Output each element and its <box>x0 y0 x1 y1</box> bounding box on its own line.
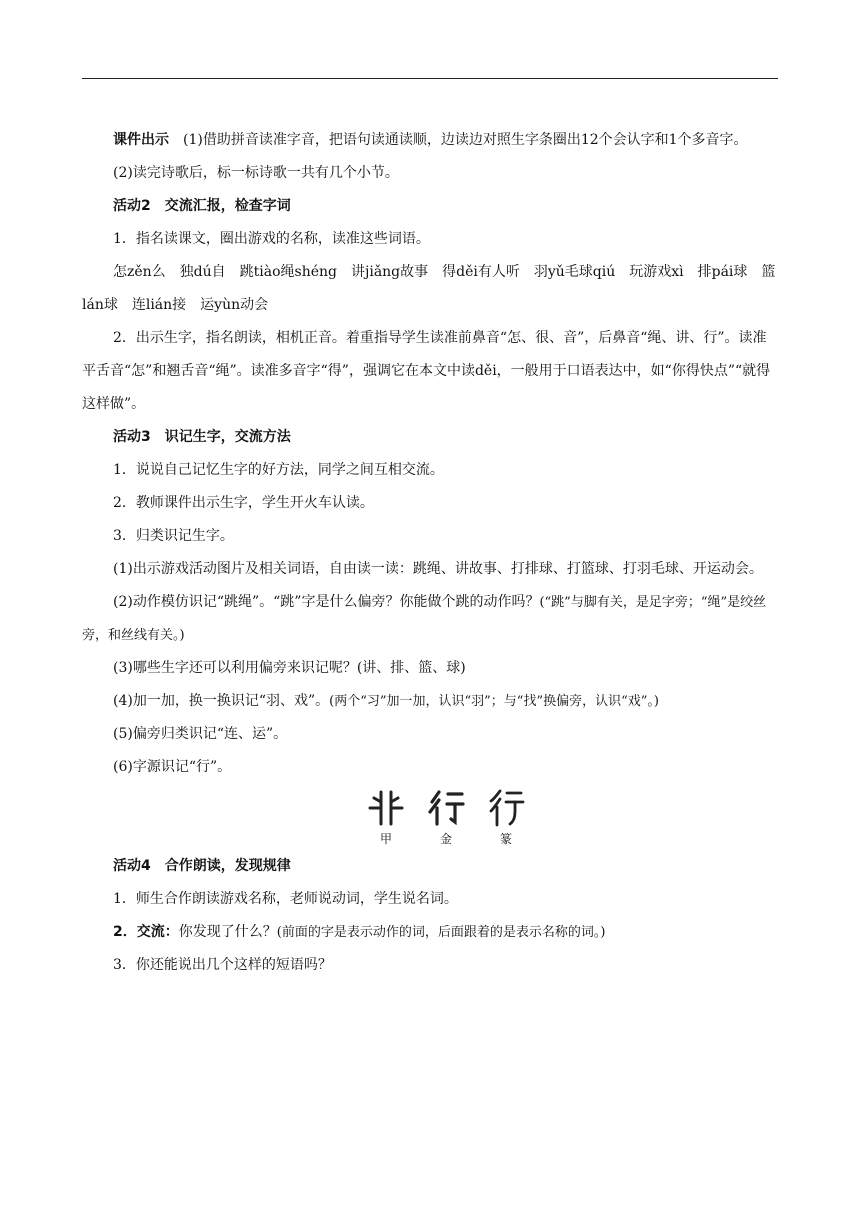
activity3-sub5: (5)偏旁归类识记“连、运”。 <box>113 726 288 742</box>
heading-activity-3: 活动3 识记生字，交流方法 <box>113 429 291 445</box>
document-body <box>82 124 778 982</box>
bronze-xing-icon <box>426 788 466 828</box>
activity3-sub3: (3)哪些生字还可以利用偏旁来识记呢？(讲、排、篮、球) <box>113 660 466 676</box>
oracle-bone-glyph <box>356 788 416 846</box>
activity2-word-list: 怎zěn么 独dú自 跳tiào绳shéng 讲jiǎng故事 得děi有人听 羽yǔ毛球qiú 玩游戏xì 排pái球 篮lán球 连lián接 运yùn动会 <box>82 264 776 313</box>
activity3-sub1: (1)出示游戏活动图片及相关词语，自由读一读：跳绳、讲故事、打排球、打篮球、打羽毛球、开运动会。 <box>113 561 763 577</box>
oracle-bone-label: 甲 <box>379 832 392 846</box>
activity4-step2 <box>82 916 778 949</box>
activity4-step2-note: (前面的字是表示动作的词，后面跟着的是表示名称的词。) <box>276 925 606 940</box>
bronze-glyph <box>416 788 476 846</box>
activity4-step2-text: 你发现了什么？ <box>178 924 277 940</box>
paragraph-read-poem: (2)读完诗歌后，标一标诗歌一共有几个小节。 <box>113 165 399 181</box>
character-origin-figure <box>82 788 778 850</box>
bronze-label: 金 <box>439 832 452 846</box>
activity4-step2-label: 2．交流： <box>113 924 179 940</box>
activity3-step1: 1．说说自己记忆生字的好方法，同学之间互相交流。 <box>113 462 444 478</box>
activity3-sub2-note: (“跳”与脚有关，是足字旁；“绳”是绞丝旁，和丝线有关。) <box>82 595 767 643</box>
activity3-sub4 <box>82 685 778 718</box>
activity3-sub2-text: (2)动作模仿识记“跳绳”。“跳”字是什么偏旁？你能做个跳的动作吗？ <box>113 594 540 610</box>
header-rule <box>82 78 778 79</box>
activity3-sub4-text: (4)加一加，换一换识记“羽、戏”。 <box>113 693 330 709</box>
activity4-step3: 3．你还能说出几个这样的短语吗？ <box>113 957 332 973</box>
activity3-sub6: (6)字源识记“行”。 <box>113 759 232 775</box>
activity3-sub2 <box>82 586 778 652</box>
activity3-step2: 2．教师课件出示生字，学生开火车认读。 <box>113 495 374 511</box>
seal-label: 篆 <box>499 832 512 846</box>
activity4-step1: 1．师生合作朗读游戏名称，老师说动词，学生说名词。 <box>113 891 458 907</box>
activity3-step3: 3．归类识记生字。 <box>113 528 234 544</box>
heading-activity-4: 活动4 合作朗读，发现规律 <box>113 858 291 874</box>
oracle-bone-xing-icon <box>366 788 406 828</box>
activity3-sub4-note: (两个“习”加一加，认识“羽”；与“找”换偏旁，认识“戏”。) <box>329 694 659 709</box>
seal-glyph <box>476 788 536 846</box>
seal-xing-icon <box>486 788 526 828</box>
heading-activity-2: 活动2 交流汇报，检查字词 <box>113 198 291 214</box>
paragraph-courseware <box>82 124 778 157</box>
activity2-step1: 1．指名读课文，圈出游戏的名称，读准这些词语。 <box>113 231 430 247</box>
courseware-text: (1)借助拼音读准字音，把语句读通读顺，边读边对照生字条圈出12个会认字和1个多音字。 <box>183 132 748 148</box>
courseware-label: 课件出示 <box>113 132 169 148</box>
activity2-step2: 2．出示生字，指名朗读，相机正音。着重指导学生读准前鼻音“怎、很、音”，后鼻音“绳、讲、行”。读准平舌音“怎”和翘舌音“绳”。读准多音字“得”，强调它在本文中读děi，一般用于口语表达中，如“你得快点”“就得这样做”。 <box>82 330 771 412</box>
